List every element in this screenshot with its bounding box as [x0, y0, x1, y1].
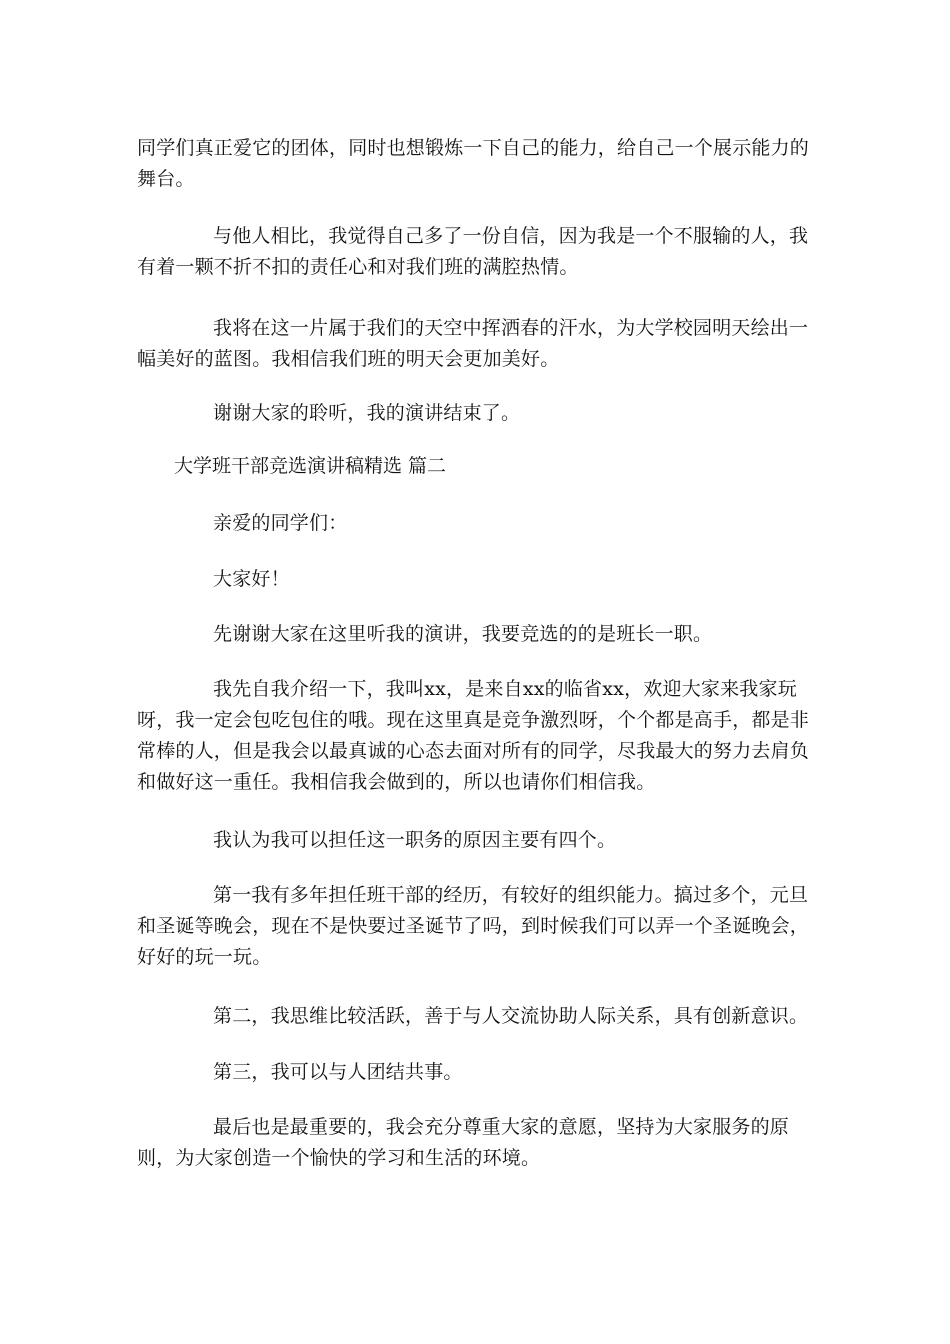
section-heading: 大学班干部竞选演讲稿精选 篇二 — [174, 455, 447, 477]
paragraph-hello: 大家好！ — [213, 568, 290, 590]
paragraph-self-introduction: 我先自我介绍一下，我叫xx，是来自xx的临省xx，欢迎大家来我家玩呀，我一定会包吃包住的哦。现在这里真是竞争激烈呀，个个都是高手，都是非常棒的人，但是我会以最真诚的心态去面对所有的同学，尽我最大的努力去肩负和做好这一重任。我相信我会做到的，所以也请你们相信我。 — [137, 678, 810, 793]
paragraph-reason-one: 第一我有多年担任班干部的经历，有较好的组织能力。搞过多个，元旦和圣诞等晚会，现在不是快要过圣诞节了吗，到时候我们可以弄一个圣诞晚会，好好的玩一玩。 — [137, 884, 810, 968]
paragraph-intro-thanks: 先谢谢大家在这里听我的演讲，我要竞选的的是班长一职。 — [213, 623, 713, 645]
paragraph-continuation: 同学们真正爱它的团体，同时也想锻炼一下自己的能力，给自己一个展示能力的舞台。 — [137, 137, 810, 190]
paragraph-reason-two: 第二，我思维比较活跃，善于与人交流协助人际关系，具有创新意识。 — [213, 1005, 809, 1027]
paragraph-thanks: 谢谢大家的聆听，我的演讲结束了。 — [213, 402, 521, 424]
paragraph-reason-three: 第三，我可以与人团结共事。 — [213, 1061, 463, 1083]
paragraph-final-reason: 最后也是最重要的，我会充分尊重大家的意愿，坚持为大家服务的原则，为大家创造一个愉快的学习和生活的环境。 — [137, 1116, 790, 1169]
paragraph-reasons: 我认为我可以担任这一职务的原因主要有四个。 — [213, 829, 617, 851]
paragraph-vision: 我将在这一片属于我们的天空中挥洒春的汗水，为大学校园明天绘出一幅美好的蓝图。我相信我们班的明天会更加美好。 — [137, 317, 809, 370]
paragraph-greeting: 亲爱的同学们： — [213, 512, 348, 534]
paragraph-confidence: 与他人相比，我觉得自己多了一份自信，因为我是一个不服输的人，我有着一颗不折不扣的责任心和对我们班的满腔热情。 — [137, 225, 809, 278]
